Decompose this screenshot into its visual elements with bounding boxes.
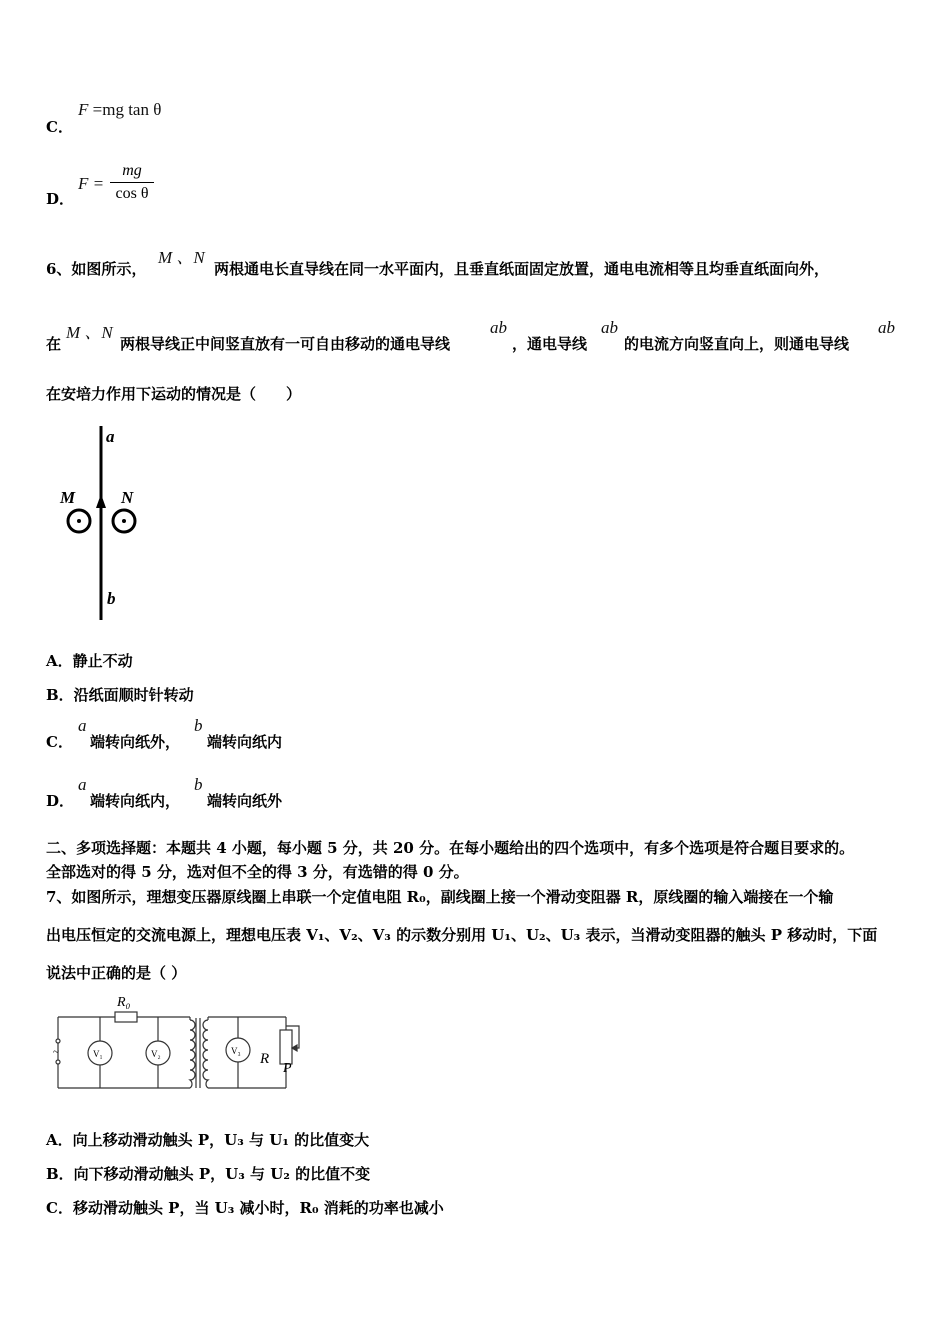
label-a: a xyxy=(106,427,115,446)
q6-option-b: B．沿纸面顺时针转动 xyxy=(46,686,194,704)
wire-n-dot xyxy=(122,519,126,523)
q6-option-c-var-a: a xyxy=(78,716,87,735)
q6-var-mn-1: M 、N xyxy=(158,248,205,267)
q6-var-ab-2: ab xyxy=(601,318,618,337)
q6-option-d-text1: 端转向纸内， xyxy=(90,792,181,810)
label-n: N xyxy=(121,488,134,507)
q6-figure xyxy=(55,420,165,625)
q5-option-d-label: D． xyxy=(46,190,75,208)
q5-option-d-lhs: F = xyxy=(78,174,105,193)
q7-line2: 出电压恒定的交流电源上，理想电压表 V₁、V₂、V₃ 的示数分别用 U₁、U₂、U₃ 表示，当滑动变阻器的触头 P 移动时，下面 xyxy=(46,926,878,944)
label-v2: V₂ xyxy=(151,1049,161,1059)
q6-option-d-text2: 端转向纸外 xyxy=(207,792,283,810)
q5-c-lhs: F xyxy=(78,100,89,119)
q6-option-c-label: C． xyxy=(46,733,73,751)
q7-circuit-figure xyxy=(50,990,310,1095)
wire-m-dot xyxy=(77,519,81,523)
q7-option-c: C．移动滑动触头 P，当 U₃ 减小时，R₀ 消耗的功率也减小 xyxy=(46,1199,444,1217)
slider-arrow-icon xyxy=(292,1045,297,1051)
q6-line2-c: ，通电导线 xyxy=(512,335,588,353)
q6-line3: 在安培力作用下运动的情况是（ ） xyxy=(46,385,302,403)
section2-line2: 全部选对的得 5 分，选对但不全的得 3 分，有选错的得 0 分。 xyxy=(46,863,469,881)
rheostat-r xyxy=(280,1030,292,1064)
q5-option-d-fraction xyxy=(110,162,154,203)
label-v1: V₁ xyxy=(93,1049,103,1059)
current-arrow-icon xyxy=(96,494,106,508)
q7-line1: 7、如图所示，理想变压器原线圈上串联一个定值电阻 R₀，副线圈上接一个滑动变阻器 R，原线圈的输入端接在一个输 xyxy=(46,888,834,906)
q6-option-c-text1: 端转向纸外， xyxy=(90,733,181,751)
label-r: R xyxy=(260,1051,270,1067)
label-r0: R₀ xyxy=(117,995,131,1010)
ac-source-symbol: ~ xyxy=(53,1046,59,1058)
q6-line1-prefix: 6、如图所示， xyxy=(46,260,147,278)
q5-option-c-formula xyxy=(78,100,161,120)
label-v3: V₃ xyxy=(231,1046,241,1056)
label-b: b xyxy=(107,589,116,608)
label-m: M xyxy=(60,488,76,507)
q6-option-c-text2: 端转向纸内 xyxy=(207,733,283,751)
q6-option-d-var-a: a xyxy=(78,775,87,794)
q6-option-c-var-b: b xyxy=(194,716,203,735)
label-p: P xyxy=(283,1061,292,1076)
q5-c-rhs: =mg tan θ xyxy=(92,100,162,119)
q7-line3: 说法中正确的是（ ） xyxy=(46,964,187,982)
q6-line1-suffix: 两根通电长直导线在同一水平面内，且垂直纸面固定放置，通电电流相等且均垂直纸面向外， xyxy=(214,260,830,278)
q6-option-a: A．静止不动 xyxy=(46,652,133,670)
q6-option-d-label: D． xyxy=(46,792,75,810)
primary-coil xyxy=(190,1020,195,1088)
q5-d-denominator: cos θ xyxy=(115,185,149,202)
q7-option-b: B．向下移动滑动触头 P，U₃ 与 U₂ 的比值不变 xyxy=(46,1165,371,1183)
resistor-r0 xyxy=(115,1012,137,1022)
q6-option-d-var-b: b xyxy=(194,775,203,794)
q5-option-c-label: C． xyxy=(46,118,73,136)
section2-line1: 二、多项选择题：本题共 4 小题，每小题 5 分，共 20 分。在每小题给出的四个选项中，有多个选项是符合题目要求的。 xyxy=(46,839,855,857)
q5-d-numerator: mg xyxy=(122,162,142,179)
q7-option-a: A．向上移动滑动触头 P，U₃ 与 U₁ 的比值变大 xyxy=(46,1131,370,1149)
q6-var-mn-2: M 、N xyxy=(66,323,113,342)
q6-line2-a: 在 xyxy=(46,335,62,353)
q6-var-ab-1: ab xyxy=(490,318,507,337)
secondary-coil xyxy=(203,1020,208,1088)
q6-line2-d: 的电流方向竖直向上，则通电导线 xyxy=(624,335,850,353)
q6-var-ab-3: ab xyxy=(878,318,895,337)
q6-line2-b: 两根导线正中间竖直放有一可自由移动的通电导线 xyxy=(120,335,451,353)
